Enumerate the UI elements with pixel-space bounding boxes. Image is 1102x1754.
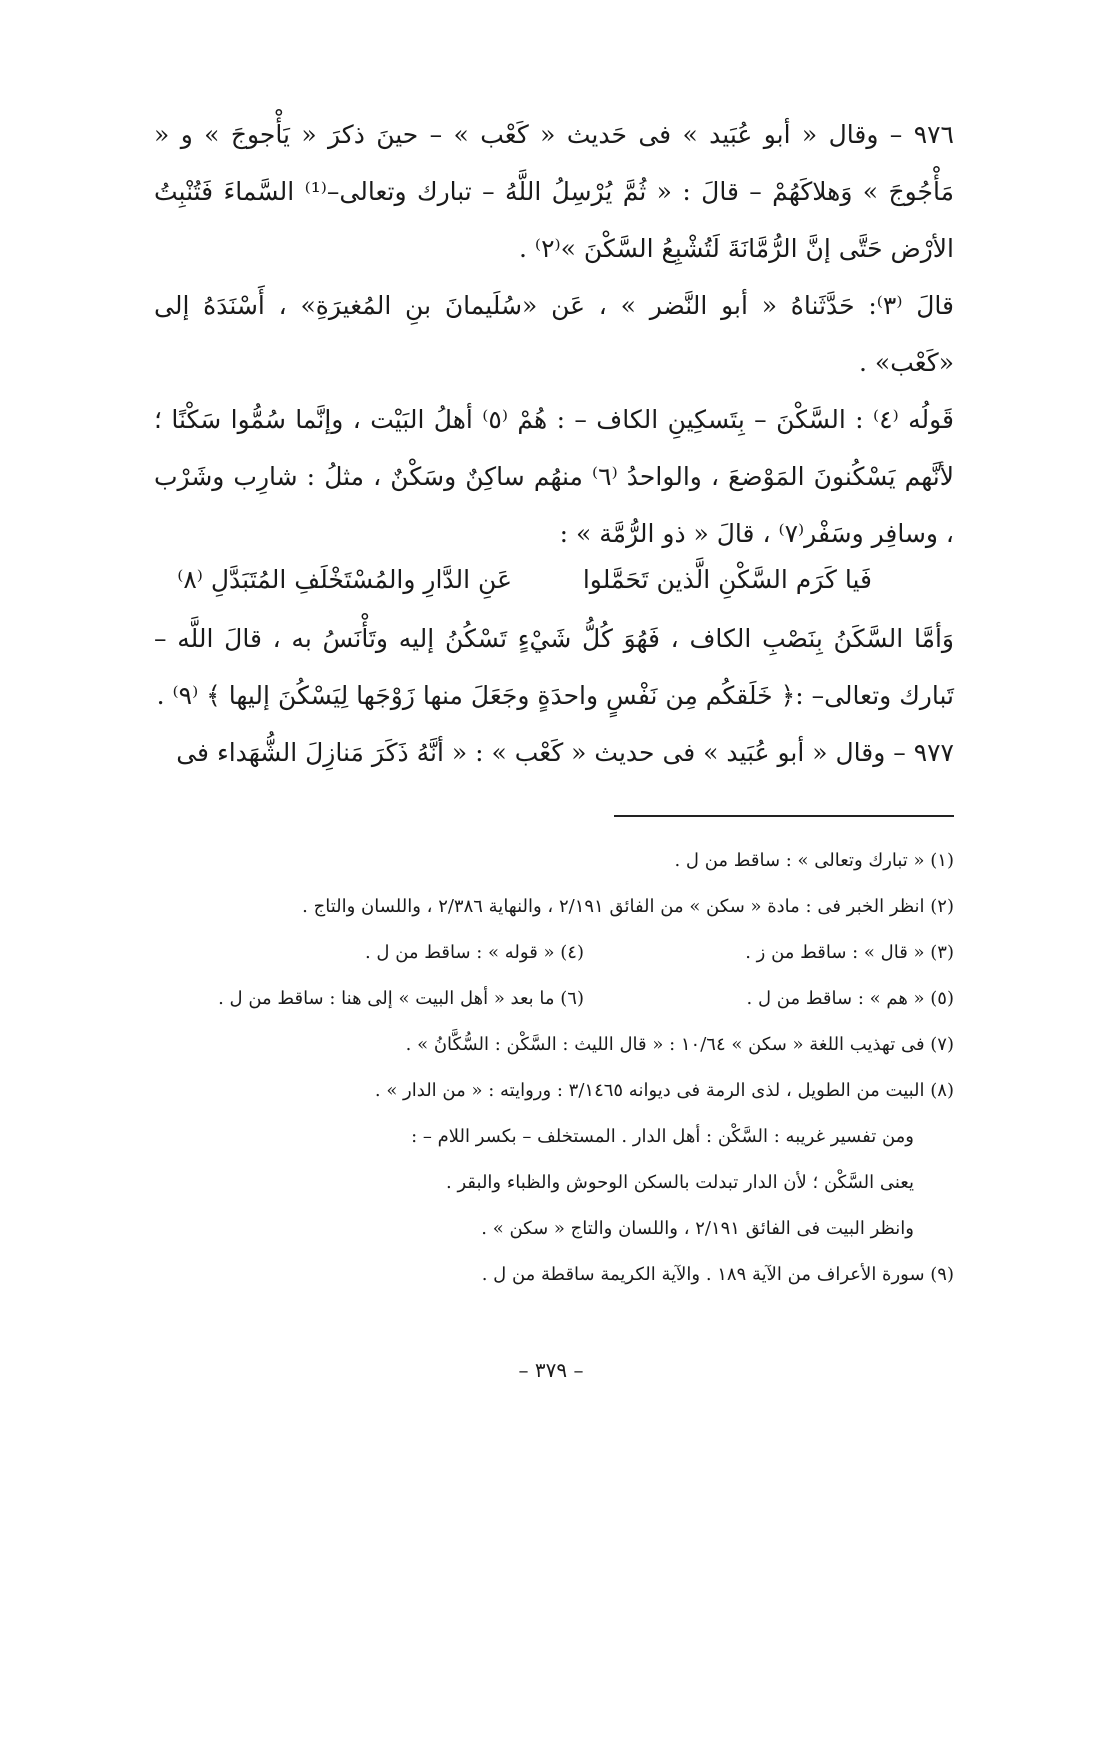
- footnote-2: (٢) انظر الخبر فى : مادة « سكن » من الفائق ٢/١٩١ ، والنهاية ٢/٣٨٦ ، واللسان والتاج .: [302, 896, 954, 917]
- footnote-8-line-3: يعنى السَّكْن ؛ لأن الدار تبدلت بالسكن الوحوش والظباء والبقر .: [446, 1172, 914, 1193]
- footnote-7: (٧) فى تهذيب اللغة « سكن » ١٠/٦٤ : « قال الليث : السَّكْن : السُّكَّانُ » .: [405, 1034, 954, 1055]
- footnotes: [154, 838, 954, 1298]
- verse-hemistich-first: فَيا كَرَم السَّكْنِ الَّذين تَحَمَّلوا: [582, 565, 872, 594]
- footnote-separator: [614, 815, 954, 817]
- footnote-row-5-6: [154, 976, 954, 1022]
- paragraph-qal: قالَ ⁽٣⁾: حَدَّثَناهُ « أبو النَّضر » ، عَن «سُلَيمانَ بنِ المُغيرَةِ» ، أَسْنَدَهُ إلى «كَعْب» .: [154, 291, 954, 377]
- page-number: – ٣٧٩ –: [518, 1358, 584, 1382]
- footnote-3: (٣) « قال » : ساقط من ز .: [745, 942, 954, 963]
- paragraph-qawluh: قَولُه ⁽٤⁾ : السَّكْنَ – بِتَسكِينِ الكاف – : هُمْ ⁽٥⁾ أهلُ البَيْت ، وإنَّما سُمُّوا سَكْنًا ؛ لأنَّهم يَسْكُنونَ المَوْضعَ ، والواحدُ ⁽٦⁾ منهُم ساكِنٌ وسَكْنٌ ، مثلُ : شارِب وشَرْب ، وسافِر وسَفْر⁽٧⁾ ، قالَ « ذو الرُّمَّة » :: [154, 405, 955, 548]
- main-text-continued: [154, 610, 954, 781]
- footnote-6: (٦) ما بعد « أهل البيت » إلى هنا : ساقط من ل .: [218, 988, 584, 1009]
- paragraph-976: ٩٧٦ – وقال « أبو عُبَيد » فى حَديث « كَعْب » – حينَ ذكرَ « يَأْجوجَ » و « مَأْجُوجَ » وَهلاكَهُمْ – قالَ : « ثُمَّ يُرْسِلُ اللَّهُ – تبارك وتعالى–⁽¹⁾ السَّماءَ فَتُنْبِتُ الأرْض حَتَّى إنَّ الرُّمَّانَةَ لَتُشْبِعُ السَّكْنَ »⁽٢⁾ .: [154, 120, 955, 263]
- paragraph-amma: وَأمَّا السَّكَنُ بِنَصْبِ الكاف ، فَهُوَ كُلُّ شَيْءٍ تَسْكُنُ إليه وتَأْنَسُ به ، قالَ اللَّه – تَبارك وتعالى– :﴿ خَلَقكُم مِن نَفْسٍ واحدَةٍ وجَعَلَ منها زَوْجَها لِيَسْكُنَ إليها ﴾ ⁽٩⁾ .: [154, 624, 954, 710]
- footnote-8-line-2: ومن تفسير غريبه : السَّكْن : أهل الدار . المستخلف – بكسر اللام – :: [411, 1126, 914, 1147]
- footnote-5: (٥) « هم » : ساقط من ل .: [746, 988, 954, 1009]
- footnote-8: (٨) البيت من الطويل ، لذى الرمة فى ديوانه ٣/١٤٦٥ : وروايته : « من الدار » .: [374, 1080, 954, 1101]
- main-text: [154, 106, 954, 562]
- footnote-row-3-4: [154, 930, 954, 976]
- verse-hemistich-second: عَنِ الدَّارِ والمُسْتَخْلَفِ المُتَبَدَّلِ ⁽٨⁾: [177, 565, 512, 594]
- footnote-4: (٤) « قوله » : ساقط من ل .: [364, 942, 584, 963]
- footnote-8-line-4: وانظر البيت فى الفائق ٢/١٩١ ، واللسان والتاج « سكن » .: [481, 1218, 914, 1239]
- footnote-1: (١) « تبارك وتعالى » : ساقط من ل .: [674, 850, 954, 871]
- footnote-9: (٩) سورة الأعراف من الآية ١٨٩ . والآية الكريمة ساقطة من ل .: [481, 1264, 954, 1285]
- paragraph-977: ٩٧٧ – وقال « أبو عُبَيد » فى حديث « كَعْب » : « أنَّهُ ذَكَرَ مَنازِلَ الشُّهَداء فى: [176, 738, 954, 767]
